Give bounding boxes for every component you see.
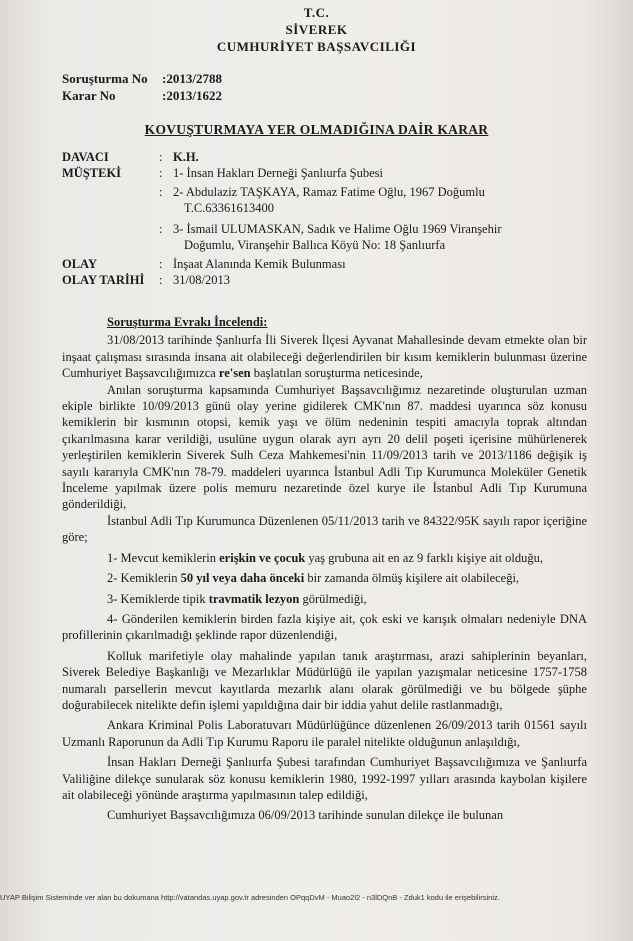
incident-date-value: 31/08/2013: [173, 273, 230, 287]
incident-date-label: OLAY TARİHİ: [62, 273, 145, 287]
incident-label: OLAY: [62, 257, 97, 271]
section-title: Soruşturma Evrakı İncelendi:: [107, 315, 268, 329]
header-city: SİVEREK: [285, 22, 348, 37]
investigation-no-value: :2013/2788: [162, 71, 222, 86]
paragraph-6: İnsan Hakları Derneği Şanlıurfa Şubesi tarafından Cumhuriyet Başsavcılığımıza ve Şanlıurfa Valiliğine dilekçe sunularak söz konusu kemiklerin 1980, 1992-1997 yılları arasında kaybolan kişilere ait olabileceği yönünde araştırma yapılmasının talep edildiği,: [62, 755, 587, 802]
finding-4: 4- Gönderilen kemiklerin birden fazla kişiye ait, çok eski ve karışık olmaları nedeniyle DNA profillerinin çıkarılmadığı şeklinde rapor düzenlendiği,: [62, 611, 587, 643]
incident-value: İnşaat Alanında Kemik Bulunması: [173, 257, 346, 271]
paragraph-5: Ankara Kriminal Polis Laboratuvarı Müdürlüğünce düzenlenen 26/09/2013 tarih 01561 sayılı Uzmanlı Raporunun da Adli Tıp Kurumu Raporu ile paralel nitelikte olduğunun anlaşıldığı,: [62, 718, 587, 749]
decision-no-value: :2013/1622: [162, 88, 222, 103]
complainant-label: MÜŞTEKİ: [62, 166, 122, 180]
complainant-2-line1: 2- Abdulaziz TAŞKAYA, Ramaz Fatime Oğlu, 1967 Doğumlu: [173, 185, 485, 199]
paragraph-1: 31/08/2013 tarihinde Şanlıurfa İli Siverek İlçesi Ayvanat Mahallesinde devam etmekte olan bir inşaat çalışması sırasında insana ait olabileceği değerlendirilen bir kısım kemiklerin bulunması üzerine Cumhuriyet Başsavcılığımızca re'sen başlatılan soruşturma neticesinde,: [62, 333, 587, 381]
parties-block: DAVACI : K.H. MÜŞTEKİ : 1- İnsan Hakları Derneği Şanlıurfa Şubesi : 2- Abdulaziz TAŞKAYA, Ramaz Fatime Oğlu, 1967 Doğumlu T.C.63361613400 : 3- İsmail ULUMASKAN, Sadık ve Halime Oğlu 1969 Viranşehir Doğumlu, Viranşehir Ballıca Köyü No: 18 Şanlıurfa OLAY : İnşaat Alanında Kemik Bulunması OLAY TARİHİ : 31/08/2013: [62, 149, 584, 288]
case-meta: [62, 70, 222, 104]
uyap-footer: UYAP Bilişim Sisteminde ver alan bu dokumana http://vatandas.uyap.gov.tr adresinden OPqqDvM - Muao2l2 - n3lDQnB - Zduk1 kodu ile erişebilirsiniz.: [0, 893, 500, 902]
finding-2: 2- Kemiklerin 50 yıl veya daha önceki bir zamanda ölmüş kişilere ait olabileceği,: [107, 571, 520, 586]
paragraph-4: Kolluk marifetiyle olay mahalinde yapılan tanık araştırması, arazi sahiplerinin beyanları, Siverek Belediye Başkanlığı ve Mezarlıklar Müdürlüğü ile yapılan yazışmalar neticesine 1757-1758 numaralı parsellerin mevcut kayıtlarda mezarlık alanı olarak görülmediği ve bu bölgede şüphe doğurabilecek nitelikte defin işlemi yapıldığına dair bir iddia yahut delile rastlanmadığı,: [62, 648, 587, 712]
plaintiff-label: DAVACI: [62, 150, 109, 164]
header-office: CUMHURİYET BAŞSAVCILIĞI: [216, 39, 417, 54]
paragraph-7: Cumhuriyet Başsavcılığımıza 06/09/2013 tarihinde sunulan dilekçe ile bulunan: [107, 808, 504, 823]
paragraph-3: İstanbul Adli Tıp Kurumunca Düzenlenen 05/11/2013 tarih ve 84322/95K sayılı rapor içeriğine göre;: [62, 513, 587, 545]
document-header: [0, 4, 633, 55]
complainant-3-line2: Doğumlu, Viranşehir Ballıca Köyü No: 18 Şanlıurfa: [184, 238, 446, 252]
complainant-2-line2: T.C.63361613400: [184, 201, 275, 215]
finding-3: 3- Kemiklerde tipik travmatik lezyon görülmediği,: [107, 591, 367, 606]
paragraph-2: Anılan soruşturma kapsamında Cumhuriyet Başsavcılığımız nezaretinde oluşturulan uzman ekiple birlikte 10/09/2013 günü olay yerine gidilerek CMK'nın 87. maddesi uyarınca söz konusu kemiklerin bir kısmının otopsi, kemik yaşı ve ölüm nedeninin tespiti amacıyla toprak altından çıkarılmasına karar verildiği, usulüne uygun olarak ayrı ayrı 20 delil poşeti içerisine mühürlenerek yerleştirilen kemiklerin Siverek Sulh Ceza Mahkemesi'nin 11/09/2013 tarih ve 2013/1186 değişik iş sayılı kararıyla CMK'nın 78-79. maddeleri uyarınca İstanbul Adli Tıp Kurumunca Moleküler Genetik İnceleme yapılmak üzere polis memuru nezaretinde özel kurye ile İstanbul Adli Tıp Kurumuna gönderildiği,: [62, 382, 587, 512]
complainant-1: 1- İnsan Hakları Derneği Şanlıurfa Şubesi: [173, 166, 384, 180]
finding-1: 1- Mevcut kemiklerin erişkin ve çocuk yaş grubuna ait en az 9 farklı kişiye ait olduğu,: [107, 550, 544, 565]
decision-no-label: Karar No: [62, 88, 116, 103]
complainant-3-line1: 3- İsmail ULUMASKAN, Sadık ve Halime Oğlu 1969 Viranşehir: [173, 222, 502, 236]
decision-body: [62, 314, 587, 824]
header-tc: T.C.: [303, 5, 330, 20]
document-title: KOVUŞTURMAYA YER OLMADIĞINA DAİR KARAR: [144, 122, 489, 137]
investigation-no-label: Soruşturma No: [62, 71, 148, 86]
plaintiff-value: K.H.: [173, 150, 199, 164]
